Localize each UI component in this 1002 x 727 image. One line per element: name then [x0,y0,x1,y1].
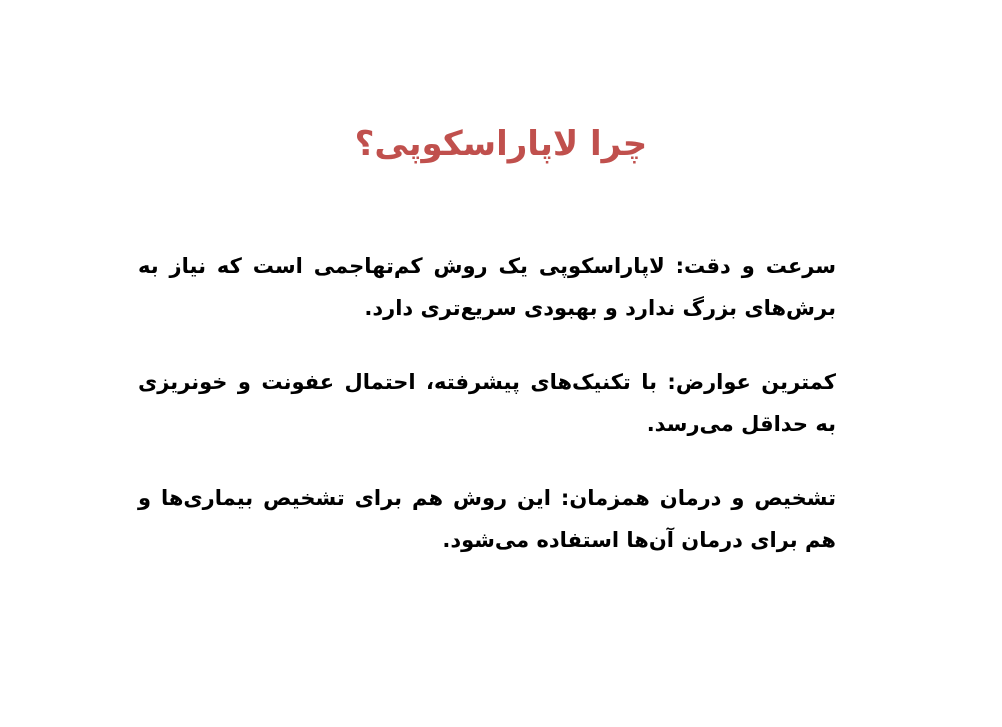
paragraph-diagnosis-treatment: تشخیص و درمان همزمان: این روش هم برای تشخیص بیماری‌ها و هم برای درمان آن‌ها استفاده می‌شود. [138,486,836,552]
slide-title: چرا لاپاراسکوپی؟ [354,124,648,164]
paragraph-speed-accuracy: سرعت و دقت: لاپاراسکوپی یک روش کم‌تهاجمی است که نیاز به برش‌های بزرگ ندارد و بهبودی سریع‌تری دارد. [138,254,836,320]
paragraph-minimal-complications: کمترین عوارض: با تکنیک‌های پیشرفته، احتمال عفونت و خونریزی به حداقل می‌رسد. [138,370,836,436]
slide-body [138,245,836,593]
